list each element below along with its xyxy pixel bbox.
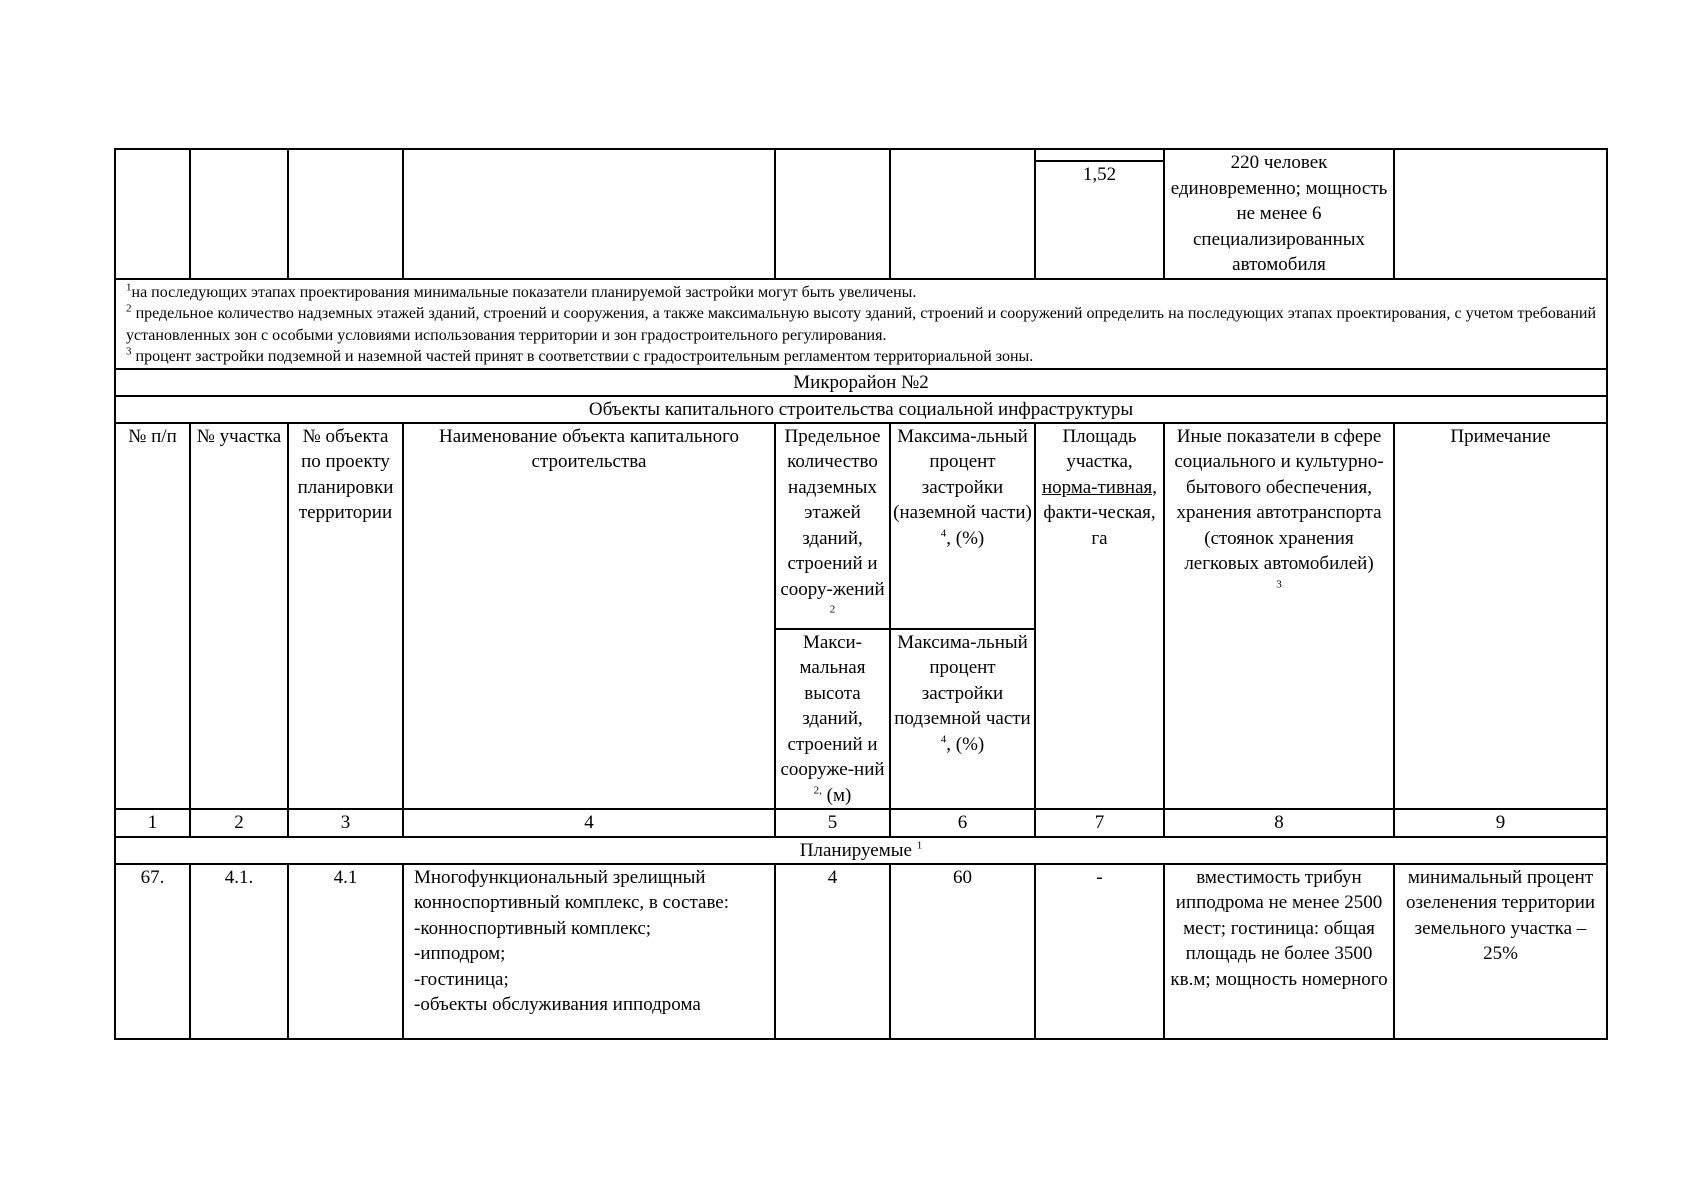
column-number: 8	[1164, 809, 1394, 837]
planned-label: Планируемые $^1$	[115, 837, 1607, 864]
column-numbers-row	[115, 809, 1607, 837]
column-number: 5	[775, 809, 890, 837]
row-name: Многофункциональный зрелищный конноспортивный комплекс, в составе: -конноспортивный комплекс; -ипподром; -гостиница; -объекты обслуживания ипподрома	[403, 864, 775, 1039]
column-number: 2	[190, 809, 288, 837]
header-object: № объекта по проекту планировки территории	[288, 423, 403, 810]
row-coverage: 60	[890, 864, 1035, 1039]
planned-row	[115, 837, 1607, 864]
header-note: Примечание	[1394, 423, 1607, 810]
table-row	[115, 864, 1607, 1039]
subsection-title-row	[115, 396, 1607, 423]
continuation-other-indicators: 220 человек единовременно; мощность не менее 6 специализированных автомобиля	[1164, 149, 1394, 279]
header-plot: № участка	[190, 423, 288, 810]
header-floors: Предельное количество надземных этажей зданий, строений и соору-жений $^2$	[775, 423, 890, 629]
row-object: 4.1	[288, 864, 403, 1039]
row-note: минимальный процент озеленения территории земельного участка – 25%	[1394, 864, 1607, 1039]
row-other-indicators: вместимость трибун ипподрома не менее 2500 мест; гостиница: общая площадь не более 3500 кв.м; мощность номерного	[1164, 864, 1394, 1039]
column-number: 1	[115, 809, 190, 837]
infrastructure-table	[114, 148, 1608, 1040]
column-number: 9	[1394, 809, 1607, 837]
continuation-area-cell	[1035, 149, 1164, 279]
section-title: Микрорайон №2	[115, 369, 1607, 396]
row-area: -	[1035, 864, 1164, 1039]
footnote-2: $^2$ предельное количество надземных этажей зданий, строений и сооружения, а также максимальную высоту зданий, строений и сооружений определить на последующих этапах проектирования, с учетом требований установленных зон с особыми условиями использования территории и зон градостроительного регулирования.	[126, 302, 1597, 344]
column-number: 7	[1035, 809, 1164, 837]
document-table-sheet	[114, 148, 1606, 1040]
footnote-1: $^1$на последующих этапах проектирования минимальные показатели планируемой застройки могут быть увеличены.	[126, 281, 917, 301]
footnotes	[115, 279, 1607, 369]
column-number: 4	[403, 809, 775, 837]
header-coverage-underground: Максима-льный процент застройки подземной части $^4$, (%)	[890, 629, 1035, 810]
footnote-3: $^3$ процент застройки подземной и наземной частей принят в соответствии с градостроительным регламентом территориальной зоны.	[126, 345, 1034, 365]
section-title-row	[115, 369, 1607, 396]
row-plot: 4.1.	[190, 864, 288, 1039]
header-row-upper	[115, 423, 1607, 629]
header-area: Площадь участка, норма-тивная, факти-ческая, га	[1035, 423, 1164, 810]
column-number: 6	[890, 809, 1035, 837]
header-coverage-ground: Максима-льный процент застройки (наземной части) $^4$, (%)	[890, 423, 1035, 629]
header-num: № п/п	[115, 423, 190, 810]
column-number: 3	[288, 809, 403, 837]
row-num: 67.	[115, 864, 190, 1039]
row-floors: 4	[775, 864, 890, 1039]
header-name: Наименование объекта капитального строительства	[403, 423, 775, 810]
header-other-indicators: Иные показатели в сфере социального и культурно-бытового обеспечения, хранения автотранспорта (стоянок хранения легковых автомобилей) $^3$	[1164, 423, 1394, 810]
continuation-row	[115, 149, 1607, 279]
header-max-height: Макси-мальная высота зданий, строений и сооруже-ний $^{2,}$ (м)	[775, 629, 890, 810]
subsection-title: Объекты капитального строительства социальной инфраструктуры	[115, 396, 1607, 423]
footnotes-row	[115, 279, 1607, 369]
continuation-area-value: 1,52	[1082, 164, 1117, 185]
